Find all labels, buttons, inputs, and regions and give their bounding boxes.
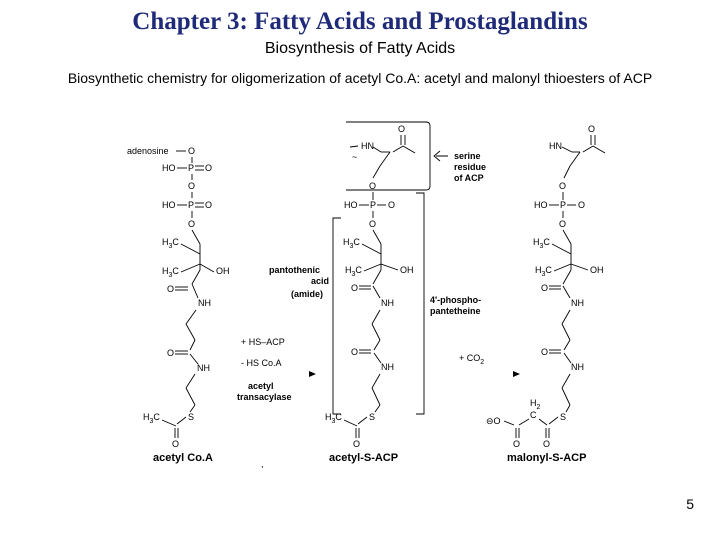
atom-nh: NH [571,298,584,308]
atom-o: O [351,283,359,293]
page-number: 5 [686,496,694,512]
atom-s: S [369,412,376,422]
atom-o: O [588,124,596,134]
atom-s: S [188,412,195,422]
atom-nh: NH [381,362,394,372]
acetyl-coa-label: acetyl Co.A [153,452,213,464]
reagent-remove-label: - HS Co.A [241,358,282,368]
atom-o: O [188,219,196,229]
slide-title: Chapter 3: Fatty Acids and Prostaglandins [132,8,588,35]
malonyl-acp-structure [486,124,605,464]
arrow-left-icon [434,151,448,161]
stray-mark: , [261,459,264,469]
svg-text:~: ~ [352,152,358,162]
atom-o: O [351,347,359,357]
atom-o: O [543,439,551,449]
atom-o: O [559,181,567,191]
atom-ho: HO [162,200,176,210]
pantetheine-bracket-right [416,193,424,414]
atom-o: O [541,283,549,293]
atom-o: O [541,347,549,357]
atom-h3c: $H_3C$ [162,237,179,250]
atom-o: O [369,219,377,229]
atom-p: P [560,200,567,210]
atom-hn: HN [361,141,374,151]
atom-o-minus: ⊖O [486,416,501,426]
malonyl-acp-label: malonyl-S-ACP [507,452,587,464]
atom-h3c: $H_3C$ [345,265,362,278]
atom-p: P [188,200,195,210]
reagents-transacylase [237,337,316,469]
atom-o: O [578,200,586,210]
atom-c: C [530,410,537,420]
atom-p: P [370,200,377,210]
phosphopantetheine-label [430,295,481,316]
serine-label-1: serine [454,151,481,161]
pantetheine-bracket-left [333,218,341,414]
atom-o: O [205,200,213,210]
atom-oh: OH [400,265,414,275]
atom-o: O [188,181,196,191]
acetyl-acp-label: acetyl-S-ACP [329,452,399,464]
acetyl-acp-structure [325,122,486,464]
atom-h3c: $H_3C$ [343,237,360,250]
serine-label-3: of ACP [454,173,484,183]
atom-o: O [513,439,521,449]
svg-text:pantetheine: pantetheine [430,306,481,316]
acetyl-coa-structure [127,146,230,464]
enzyme-label-2: transacylase [237,392,292,402]
co2-reagent [459,353,520,377]
atom-h3c: $H_3C$ [533,237,550,250]
slide-subtitle: Biosynthesis of Fatty Acids [264,40,456,57]
atom-nh: NH [198,298,211,308]
atom-oh: OH [216,266,230,276]
svg-text:acid: acid [311,276,330,286]
atom-h3c: $H_3C$ [325,412,342,425]
adenosine-label: adenosine [127,146,169,156]
atom-nh: NH [571,362,584,372]
svg-text:(amide): (amide) [291,289,324,299]
atom-o: O [398,124,406,134]
atom-o: O [205,163,213,173]
atom-s: S [560,412,567,422]
svg-text:pantothenic: pantothenic [269,265,320,275]
atom-ho: HO [344,200,358,210]
enzyme-label-1: acetyl [248,381,274,391]
reagent-add-label: + HS–ACP [241,337,285,347]
atom-h3c: $H_3C$ [162,266,179,279]
atom-o: O [172,439,180,449]
atom-o: O [167,348,175,358]
atom-o: O [353,439,361,449]
atom-o: O [369,181,377,191]
co2-label: + $CO_2$ [459,353,485,366]
atom-nh: NH [197,363,210,373]
atom-o: O [388,200,396,210]
atom-hn: HN [549,141,562,151]
atom-p: P [188,163,195,173]
slide-description: Biosynthetic chemistry for oligomerization of acetyl Co.A: acetyl and malonyl thioesters of ACP [67,70,653,86]
reaction-arrow-icon [513,371,520,377]
atom-o: O [167,284,175,294]
pantothenic-acid-label [269,265,329,299]
atom-oh: OH [590,265,604,275]
atom-ho: HO [162,163,176,173]
atom-h2: $H_2$ [530,398,541,411]
svg-text:4'-phospho-: 4'-phospho- [430,295,482,305]
atom-ho: HO [534,200,548,210]
serine-box [346,122,430,190]
atom-o: O [188,146,196,156]
atom-o: O [559,219,567,229]
reaction-arrow-icon [309,371,316,377]
atom-nh: NH [381,298,394,308]
atom-h3c: $H_3C$ [143,412,160,425]
atom-h3c: $H_3C$ [535,265,552,278]
serine-label-2: residue [454,162,487,172]
